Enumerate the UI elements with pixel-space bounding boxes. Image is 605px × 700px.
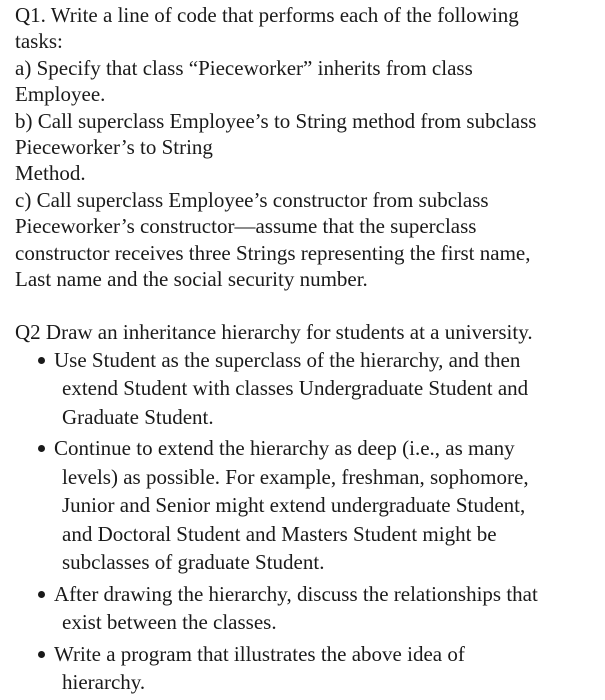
bullet-item	[15, 580, 600, 637]
q2-bullet-list	[15, 346, 600, 697]
bullet-line: exist between the classes.	[62, 610, 277, 635]
document-page	[15, 2, 600, 697]
bullet-line: and Doctoral Student and Masters Student might be	[62, 521, 497, 546]
q1-line: a) Specify that class “Pieceworker” inherits from class	[15, 55, 473, 80]
q1-line: Pieceworker’s to String	[15, 135, 213, 160]
q1-line: Employee.	[15, 82, 106, 107]
bullet-line: Junior and Senior might extend undergraduate Student,	[62, 493, 526, 518]
q1-line: Pieceworker’s constructor—assume that the superclass	[15, 214, 477, 239]
bullet-dot-icon	[38, 357, 45, 364]
bullet-line: subclasses of graduate Student.	[62, 550, 325, 575]
bullet-item	[15, 640, 600, 697]
q1-line: Q1. Write a line of code that performs each of the following	[15, 3, 519, 27]
bullet-line: hierarchy.	[62, 670, 146, 695]
bullet-line: levels) as possible. For example, freshman, sophomore,	[62, 464, 529, 489]
q1-line: constructor receives three Strings representing the first name,	[15, 240, 531, 265]
bullet-line: After drawing the hierarchy, discuss the relationships that	[54, 581, 538, 606]
bullet-line: extend Student with classes Undergraduate Student and	[62, 376, 529, 401]
bullet-line: Continue to extend the hierarchy as deep (i.e., as many	[54, 436, 515, 461]
q1-line: Last name and the social security number.	[15, 267, 368, 292]
q1-line: c) Call superclass Employee’s constructor from subclass	[15, 187, 489, 212]
q1-line: tasks:	[15, 29, 63, 54]
q1-line: b) Call superclass Employee’s to String method from subclass	[15, 108, 537, 133]
bullet-item	[15, 434, 600, 577]
bullet-dot-icon	[38, 651, 45, 658]
bullet-line: Write a program that illustrates the above idea of	[54, 641, 465, 666]
q2-title: Q2 Draw an inheritance hierarchy for students at a university.	[15, 320, 533, 345]
bullet-item	[15, 346, 600, 432]
bullet-line: Graduate Student.	[62, 404, 214, 429]
bullet-dot-icon	[38, 445, 45, 452]
q1-line: Method.	[15, 161, 86, 186]
question-2	[15, 319, 600, 696]
question-1	[15, 2, 600, 292]
bullet-dot-icon	[38, 591, 45, 598]
section-spacer	[15, 292, 600, 319]
bullet-line: Use Student as the superclass of the hierarchy, and then	[54, 347, 521, 372]
